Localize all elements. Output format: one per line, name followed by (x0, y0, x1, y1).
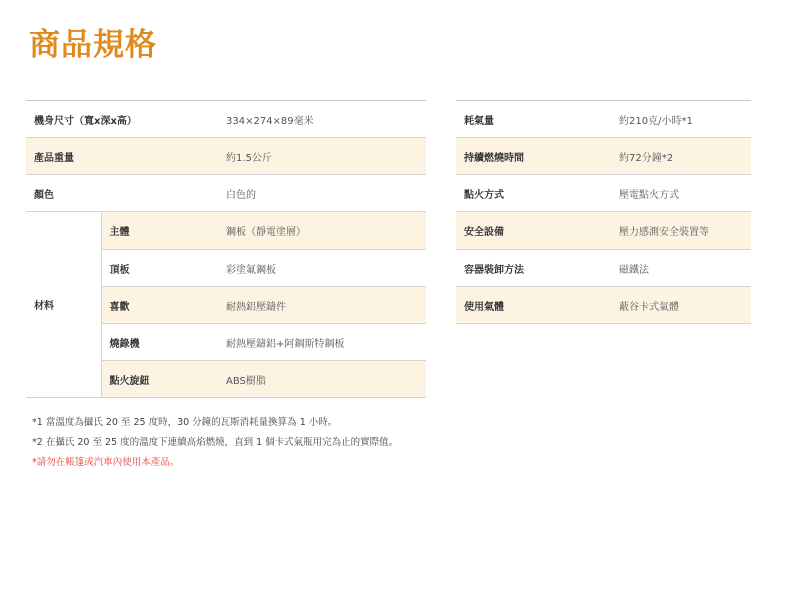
material-label-burner: 燒錄機 (101, 324, 218, 361)
spec-label-gas-consumption: 耗氣量 (456, 101, 611, 138)
footnotes (32, 413, 398, 473)
table-row (456, 138, 751, 175)
material-value-burner: 耐熱壓鑄鋁+阿鋼斯特鋼板 (218, 324, 426, 361)
footnote-1: *1 當溫度為攝氏 20 至 25 度時，30 分鐘的瓦斯消耗量換算為 1 小時。 (32, 417, 338, 428)
material-label-top-plate: 頂板 (101, 250, 218, 287)
spec-label-weight: 產品重量 (26, 138, 218, 175)
warning-note: *請勿在帳篷或汽車內使用本產品。 (32, 457, 180, 468)
spec-table-left (26, 100, 426, 398)
material-label-ignition-knob: 點火旋鈕 (101, 361, 218, 398)
spec-value-safety-device: 壓力感測安全裝置等 (611, 212, 751, 250)
spec-value-weight: 約1.5公斤 (218, 138, 426, 175)
material-label-body: 主體 (101, 212, 218, 250)
spec-value-gas-type: 蔽谷卡式氣體 (611, 287, 751, 324)
table-row (456, 175, 751, 212)
spec-value-gas-consumption: 約210克/小時*1 (611, 101, 751, 138)
spec-label-canister-loading: 容器裝卸方法 (456, 250, 611, 287)
spec-label-material: 材料 (26, 212, 101, 398)
spec-value-canister-loading: 磁鐵法 (611, 250, 751, 287)
spec-value-color: 白色的 (218, 175, 426, 212)
spec-label-ignition-method: 點火方式 (456, 175, 611, 212)
table-row (456, 287, 751, 324)
spec-label-dimensions: 機身尺寸（寬x深x高） (26, 101, 218, 138)
table-row (456, 212, 751, 250)
spec-value-ignition-method: 壓電點火方式 (611, 175, 751, 212)
spec-label-gas-type: 使用氣體 (456, 287, 611, 324)
spec-value-burn-time: 約72分鐘*2 (611, 138, 751, 175)
material-value-ignition-knob: ABS樹脂 (218, 361, 426, 398)
spec-label-safety-device: 安全設備 (456, 212, 611, 250)
table-row (26, 101, 426, 138)
page-title: 商品規格 (29, 27, 157, 63)
table-row (456, 101, 751, 138)
spec-label-color: 顏色 (26, 175, 218, 212)
table-row (26, 138, 426, 175)
material-value-like: 耐熱鋁壓鑄件 (218, 287, 426, 324)
material-label-like: 喜歡 (101, 287, 218, 324)
spec-table-right (456, 100, 751, 324)
material-value-body: 鋼板（靜電塗層） (218, 212, 426, 250)
spec-value-dimensions: 334×274×89毫米 (218, 101, 426, 138)
table-row (26, 212, 426, 250)
table-row (26, 175, 426, 212)
table-row (456, 250, 751, 287)
footnote-2: *2 在攝氏 20 至 25 度的溫度下連續高焰燃燒，直到 1 個卡式氣瓶用完為止的實際值。 (32, 437, 399, 448)
spec-label-burn-time: 持續燃燒時間 (456, 138, 611, 175)
material-value-top-plate: 彩塗氟鋼板 (218, 250, 426, 287)
